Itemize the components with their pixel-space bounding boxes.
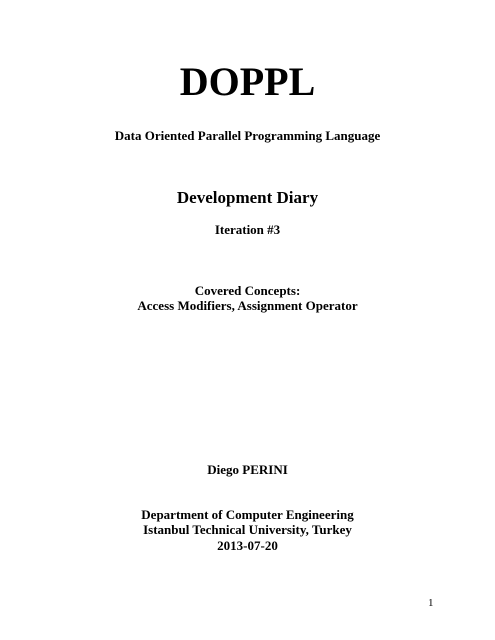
iteration-label: Iteration #3	[214, 222, 281, 237]
document-date: 2013-07-20	[217, 538, 278, 553]
diary-heading: Development Diary	[176, 188, 319, 207]
covered-concepts-list: Access Modifiers, Assignment Operator	[137, 298, 358, 313]
department-name: Department of Computer Engineering	[141, 507, 354, 522]
document-subtitle: Data Oriented Parallel Programming Language	[114, 128, 381, 143]
page-number: 1	[428, 597, 434, 609]
university-name: Istanbul Technical University, Turkey	[143, 522, 352, 537]
document-title: DOPPL	[179, 59, 316, 104]
author-name: Diego PERINI	[207, 462, 288, 477]
covered-concepts-label: Covered Concepts:	[194, 283, 301, 298]
